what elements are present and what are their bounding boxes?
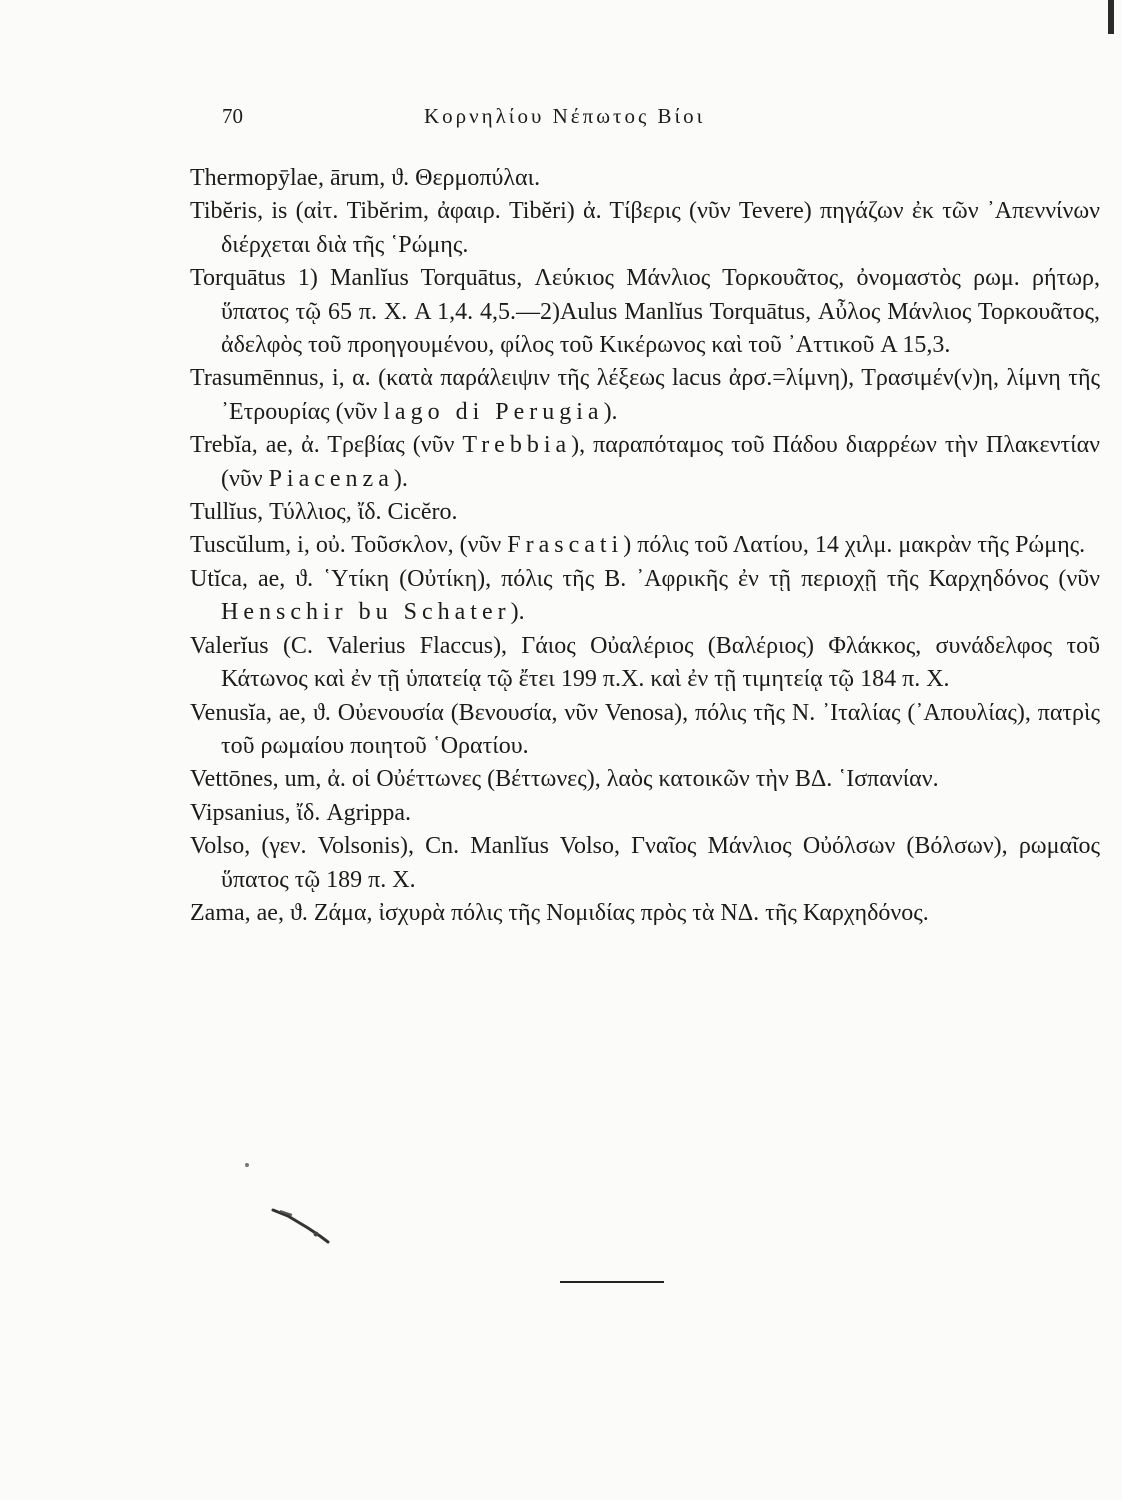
entry-text: ). [393,465,408,492]
entry-text: Torquātus 1) Manlĭus Torquātus, Λεύκιος Μάνλιος Τορκουᾶτος, ὀνομαστὸς ρωμ. ρήτωρ, ὕπατος τῷ 65 π. Χ. A 1,4. 4,5.—2)Aulus Manlĭus Torquātus, Αὖλος Μάνλιος Τορκουᾶτος, ἀδελφὸς τοῦ προηγουμένου, φίλος τοῦ Κικέρωνος καὶ τοῦ ᾿Αττικοῦ A 15,3. [190,265,1100,359]
entry-text: Vipsanius, ἴδ. Agrippa. [190,799,411,826]
spaced-place-name: Piacenza [268,465,394,492]
closing-rule [560,1281,664,1283]
glossary-entry [190,830,1100,897]
entry-text: Utĭca, ae, ϑ. ῾Υτίκη (Οὐτίκη), πόλις τῆς Β. ᾿Αφρικῆς ἐν τῇ περιοχῇ τῆς Καρχηδόνος (νῦν [190,565,1100,592]
entry-text: Tuscŭlum, i, οὐ. Τοῦσκλον, (νῦν [190,532,508,559]
running-title: Κορνηλίου Νέπωτος Βίοι [424,104,706,128]
glossary-entry [190,897,1100,930]
spaced-place-name: Trebbia [462,432,572,459]
glossary-entry [190,630,1100,697]
glossary-entry [190,797,1100,830]
glossary-entry [190,763,1100,796]
spaced-place-name: lago di Perugia [383,398,604,425]
entry-text: Thermopȳlae, ārum, ϑ. Θερμοπύλαι. [190,165,541,191]
entry-text: ). [603,398,618,425]
glossary-entry [190,429,1100,496]
ink-speck [245,1163,249,1167]
entry-text: Trebĭa, ae, ἀ. Τρεβίας (νῦν [190,432,463,459]
glossary-entry [190,496,1100,529]
margin-mark [1108,0,1114,34]
glossary-entry [190,529,1100,562]
page-number: 70 [222,104,243,128]
entry-text: Vettōnes, um, ἀ. οἱ Οὐέττωνες (Βέττωνες), λαὸς κατοικῶν τὴν ΒΔ. ῾Ισπανίαν. [190,766,939,793]
glossary-entry [190,362,1100,429]
glossary-entry [190,563,1100,630]
ink-smudge-ornament [268,1206,338,1246]
spaced-place-name: Henschir bu Schater [221,599,511,626]
entry-text: Tibĕris, is (αἰτ. Tibĕrim, ἀφαιρ. Tibĕri) ἀ. Τίβερις (νῦν Tevere) πηγάζων ἐκ τῶν ᾿Απεννίνων διέρχεται διὰ τῆς ῾Ρώμης. [190,198,1100,258]
entry-text: ), παραπόταμος τοῦ Πάδου διαρρέων τὴν Πλακεντίαν (νῦν [221,432,1101,492]
entry-text: ). [510,599,525,626]
spaced-place-name: Frascati [507,532,624,559]
entry-text: ) πόλις τοῦ Λατίου, 14 χιλμ. μακρὰν τῆς Ρώμης. [623,532,1086,559]
entry-text: Trasumēnnus, i, α. (κατὰ παράλειψιν τῆς λέξεως lacus ἀρσ.=λίμνη), Τρασιμέν(ν)η, λίμνη τῆς ᾿Ετρουρίας (νῦν [190,365,1100,425]
entry-text: Volso, (γεν. Volsonis), Cn. Manlĭus Volso, Γναῖος Μάνλιος Οὐόλσων (Βόλσων), ρωμαῖος ὕπατος τῷ 189 π. Χ. [190,833,1100,893]
glossary-entry [190,162,1100,195]
entry-text: Tullĭus, Τύλλιος, ἴδ. Cicĕro. [190,499,458,526]
entry-text: Valerĭus (C. Valerius Flaccus), Γάιος Οὐαλέριος (Βαλέριος) Φλάκκος, συνάδελφος τοῦ Κάτωνος καὶ ἐν τῇ ὑπατείᾳ τῷ ἔτει 199 π.Χ. καὶ ἐν τῇ τιμητείᾳ τῷ 184 π. Χ. [190,632,1100,693]
glossary-entry [190,195,1100,262]
page-header [222,104,862,138]
glossary-entry [190,697,1100,764]
glossary-entry [190,262,1100,362]
entry-text: Venusĭa, ae, ϑ. Οὐενουσία (Βενουσία, νῦν Venosa), πόλις τῆς Ν. ᾿Ιταλίας (᾿Απουλίας), πατρὶς τοῦ ρωμαίου ποιητοῦ ῾Ορατίου. [190,699,1100,759]
glossary-entries [190,162,1100,930]
entry-text: Zama, ae, ϑ. Ζάμα, ἰσχυρὰ πόλις τῆς Νομιδίας πρὸς τὰ ΝΔ. τῆς Καρχηδόνος. [190,899,929,926]
